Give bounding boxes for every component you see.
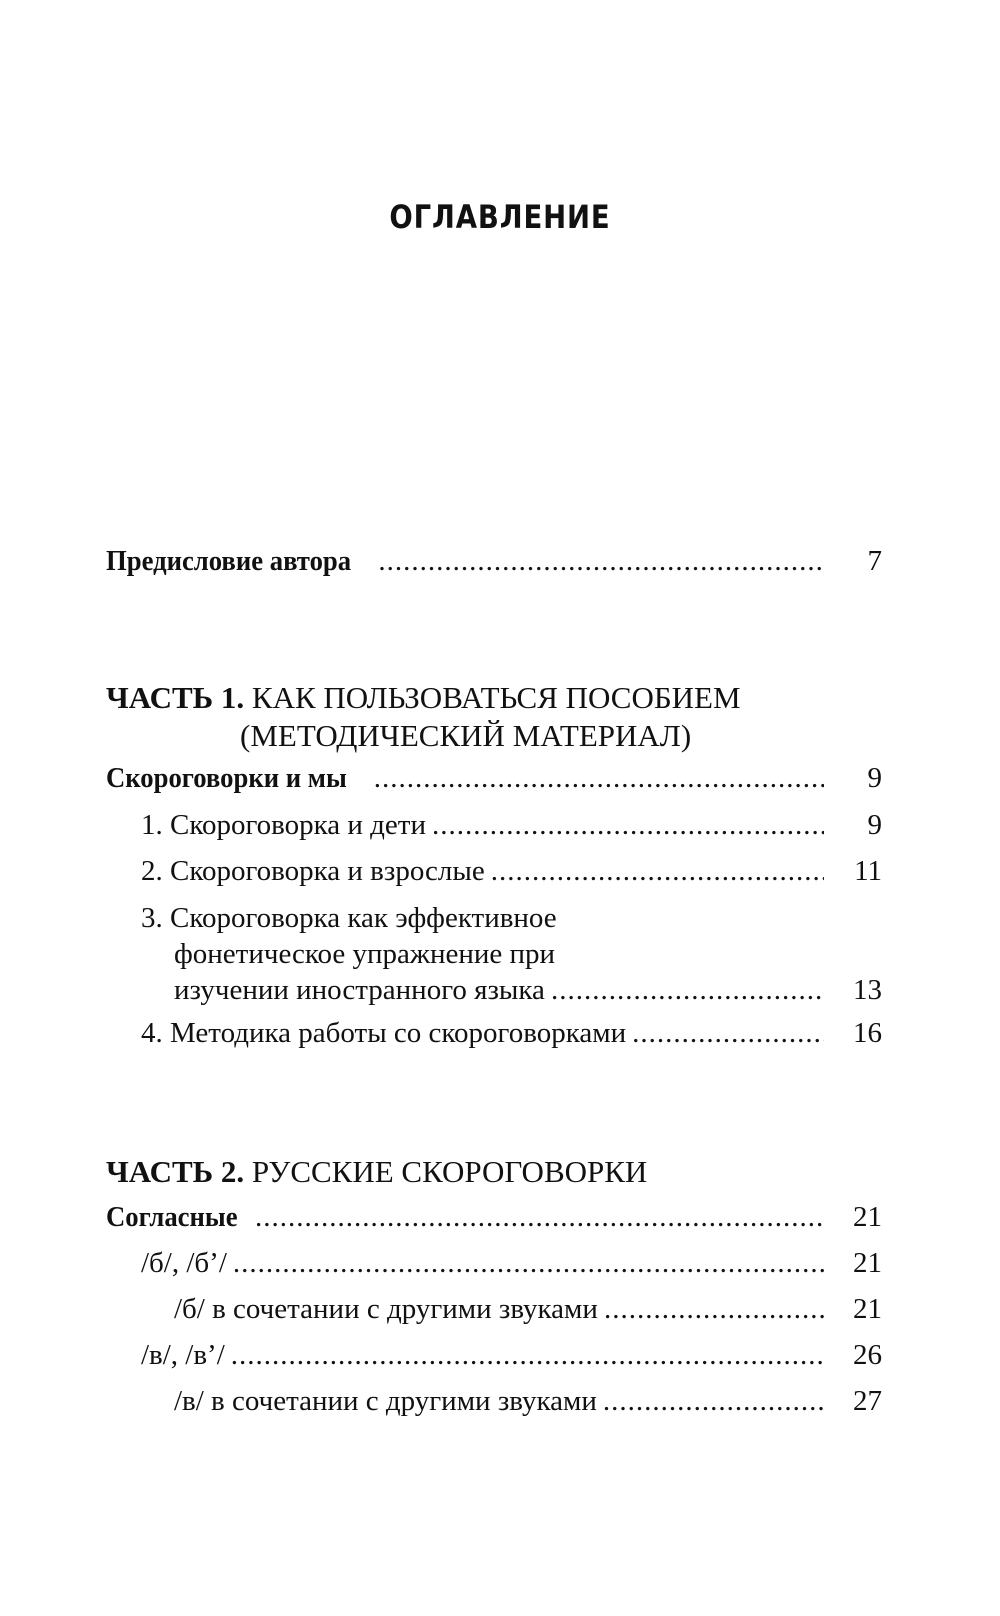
part-1-title-line2: (МЕТОДИЧЕСКИЙ МАТЕРИАЛ) [240, 718, 692, 753]
toc-entry-page: 21 [853, 1293, 882, 1325]
toc-entry-page: 11 [854, 855, 882, 887]
toc-entry-last-line [141, 972, 882, 1008]
page-title: ОГЛАВЛЕНИЕ [389, 198, 611, 236]
toc-entry-page: 9 [867, 809, 882, 841]
toc-entry-page: 21 [853, 1247, 882, 1279]
part-2-heading [106, 1153, 647, 1191]
toc-entry-label: /б/, /б’/ [141, 1247, 227, 1279]
toc-entry[interactable] [174, 1291, 882, 1327]
toc-entry[interactable] [174, 1383, 882, 1419]
toc-entry-label: Предисловие автора [106, 545, 352, 577]
dot-leader [378, 543, 824, 579]
toc-entry-page: 26 [853, 1339, 882, 1371]
toc-entry-multiline[interactable] [141, 900, 882, 1008]
toc-entry-section[interactable] [106, 1199, 882, 1235]
toc-entry-label: /б/ в сочетании с другими звуками [174, 1293, 598, 1325]
dot-leader [432, 807, 824, 843]
dot-leader [632, 1015, 824, 1051]
toc-entry-page: 9 [867, 762, 882, 794]
toc-entry-label: /в/, /в’/ [141, 1339, 225, 1371]
toc-entry-page: 27 [853, 1385, 882, 1417]
toc-entry-label: Согласные [106, 1201, 238, 1233]
toc-entry-label-line2: фонетическое упражнение при [174, 938, 556, 970]
toc-entry-label: Скороговорки и мы [106, 762, 347, 794]
toc-entry-label: 1. Скороговорка и дети [141, 809, 426, 841]
toc-entry[interactable] [141, 807, 882, 843]
part-1-title-line1: КАК ПОЛЬЗОВАТЬСЯ ПОСОБИЕМ [251, 680, 741, 715]
dot-leader [255, 1199, 824, 1235]
toc-entry-page: 21 [853, 1201, 882, 1233]
toc-entry[interactable] [141, 1245, 882, 1281]
dot-leader [374, 760, 824, 796]
toc-entry-page: 16 [853, 1017, 882, 1049]
part-1-heading [106, 679, 741, 755]
dot-leader [603, 1383, 824, 1419]
toc-entry-section[interactable] [106, 760, 882, 796]
toc-entry-label-line3: изучении иностранного языка [174, 974, 545, 1006]
dot-leader [551, 972, 824, 1008]
toc-entry-label-line1: 3. Скороговорка как эффективное [141, 902, 557, 934]
toc-entry-label: 4. Методика работы со скороговорками [141, 1017, 627, 1049]
dot-leader [604, 1291, 824, 1327]
part-2-number: ЧАСТЬ 2. [106, 1154, 245, 1189]
toc-entry-label: 2. Скороговорка и взрослые [141, 855, 485, 887]
toc-entry-page: 7 [867, 545, 882, 577]
dot-leader [491, 853, 824, 889]
toc-entry[interactable] [141, 853, 882, 889]
toc-entry-preface[interactable] [106, 543, 882, 579]
toc-entry-label: /в/ в сочетании с другими звуками [174, 1385, 597, 1417]
toc-entry-page: 13 [853, 974, 882, 1006]
dot-leader [233, 1245, 824, 1281]
dot-leader [231, 1337, 824, 1373]
part-1-number: ЧАСТЬ 1. [106, 680, 245, 715]
toc-entry[interactable] [141, 1015, 882, 1051]
part-2-title: РУССКИЕ СКОРОГОВОРКИ [251, 1154, 648, 1189]
toc-entry[interactable] [141, 1337, 882, 1373]
